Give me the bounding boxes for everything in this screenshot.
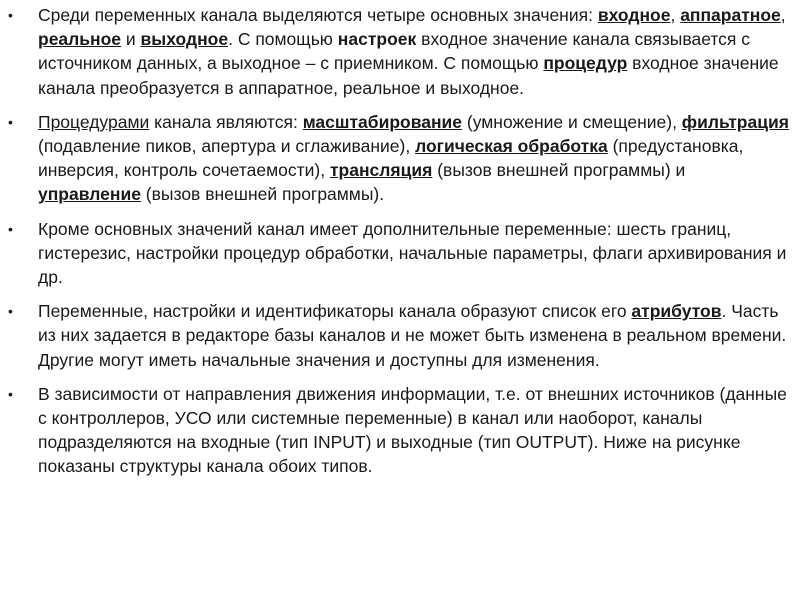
bullet-icon: •	[8, 385, 13, 402]
term-settings: настроек	[337, 29, 417, 50]
term-procedures: процедур	[543, 53, 628, 74]
text: Среди переменных канала выделяются четыре основных значения:	[38, 5, 598, 25]
term-scaling: масштабирование	[302, 111, 463, 132]
bullet-item-extra-variables	[8, 217, 793, 290]
bullet-item-attributes	[8, 299, 793, 372]
text: ,	[780, 5, 786, 25]
bullet-icon: •	[8, 7, 13, 23]
bullet-item-channel-types	[8, 382, 793, 479]
text: (подавление пиков, апертура и сглаживание),	[38, 136, 416, 157]
term-hardware: аппаратное	[680, 5, 781, 25]
text: входное значение канала связывается с источником данных, а выходное – с приемником. С помощью	[38, 29, 751, 74]
term-real: реальное	[38, 29, 122, 50]
term-attributes: атрибутов	[631, 301, 722, 322]
text: Кроме основных значений канал имеет дополнительные переменные: шесть границ, гистерезис, настройки процедур обработки, начальные параметры, флаги архивирования и др.	[38, 218, 787, 288]
text: ,	[670, 5, 681, 25]
term-filtering: фильтрация	[681, 111, 789, 132]
term-output: выходное	[140, 29, 229, 50]
text: Переменные, настройки и идентификаторы канала образуют список его	[38, 301, 632, 322]
term-translation: трансляция	[329, 160, 433, 181]
text: . Часть из них задается в редакторе базы каналов и не может быть изменена в реальном времени. Другие могут иметь начальные значения и доступны для изменения.	[38, 301, 787, 370]
text: В зависимости от направления движения информации, т.е. от внешних источников (данные с контроллеров, УСО или системные переменные) в канал или наоборот, каналы подразделяются на входные (тип INPUT) и выходные (тип OUTPUT). Ниже на рисунке показаны структуры канала обоих типов.	[38, 383, 787, 477]
text: (вызов внешней программы).	[140, 184, 385, 205]
text: входное значение канала преобразуется в аппаратное, реальное и выходное.	[38, 53, 779, 98]
bullet-item-procedures	[8, 110, 793, 207]
text: (вызов внешней программы) и	[432, 160, 686, 181]
bullet-list	[8, 3, 793, 489]
term-procedures-label: Процедурами	[38, 111, 150, 132]
text: (умножение и смещение),	[462, 111, 682, 132]
term-input: входное	[597, 5, 671, 25]
text: . С помощью	[228, 29, 338, 50]
term-logic: логическая обработка	[415, 136, 608, 157]
bullet-icon: •	[8, 303, 13, 320]
text: (предустановка, инверсия, контроль сочетаемости),	[38, 136, 744, 181]
bullet-item-channel-values	[8, 3, 793, 100]
bullet-icon: •	[8, 220, 13, 237]
text: и	[121, 29, 141, 50]
bullet-icon: •	[8, 113, 13, 130]
term-control: управление	[38, 184, 141, 205]
text: канала являются:	[149, 111, 303, 132]
